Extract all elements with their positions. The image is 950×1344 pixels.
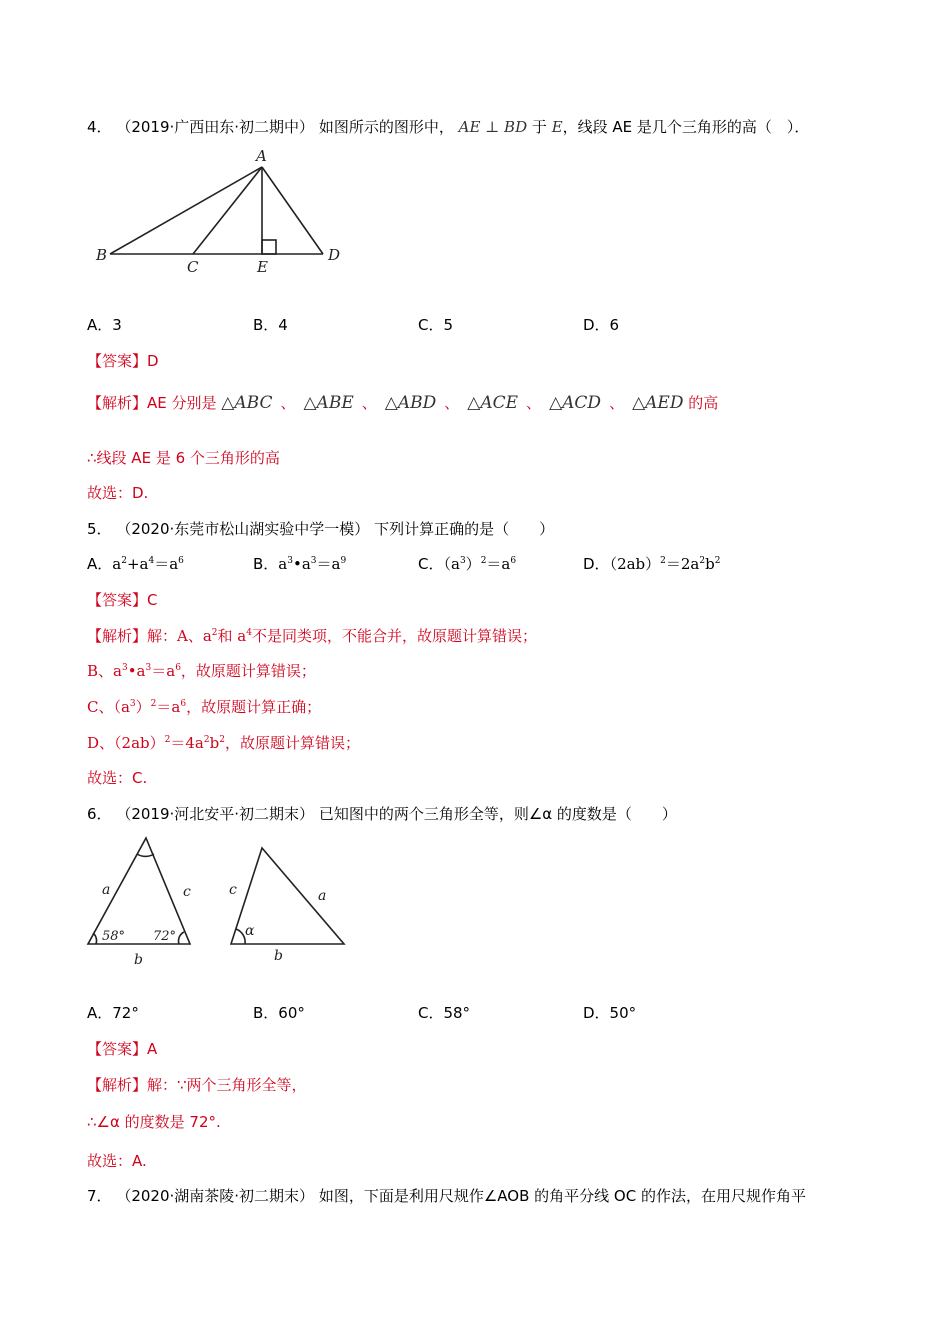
q6-option-d[interactable]: D．50°	[583, 1004, 637, 1022]
q4-analysis	[87, 393, 718, 413]
q4-math: AE ⊥ BD	[458, 118, 528, 136]
q4-point-e: E	[551, 118, 563, 136]
option-label: A．	[87, 555, 113, 573]
q4-triangle-5: △ACD	[549, 393, 602, 413]
q5-stem	[87, 519, 554, 539]
q6-congruent-triangles-figure	[82, 832, 352, 972]
q4-number: 4．	[87, 118, 112, 136]
q6-analysis: 【解析】解：∵两个三角形全等，	[87, 1076, 307, 1094]
q6-option-c[interactable]: C．58°	[418, 1004, 471, 1022]
q4-stem-a: 如图所示的图形中，	[318, 118, 454, 136]
q6-right-b: b	[274, 948, 283, 964]
analysis-text: ，故原题计算错误；	[180, 662, 316, 680]
q6-right-a: a	[318, 888, 327, 904]
q6-answer: 【答案】A	[87, 1040, 158, 1058]
q6-alpha: α	[245, 923, 255, 939]
q5-number: 5．	[87, 520, 112, 538]
q5-source: （2020·东莞市松山湖实验中学一模）	[116, 520, 370, 538]
q7-source: （2020·湖南茶陵·初二期末）	[116, 1187, 315, 1205]
q4-analysis-suffix: 的高	[688, 394, 719, 412]
q5-option-a[interactable]: A．$a^2+a^4=a^6$	[87, 555, 184, 573]
separator: 、	[526, 394, 542, 412]
q4-label-c: C	[187, 258, 199, 276]
q5-answer: 【答案】C	[87, 591, 158, 609]
q4-answer: 【答案】D	[87, 352, 159, 370]
q4-conclusion: ∴线段 AE 是 6 个三角形的高	[87, 449, 280, 467]
q5-choose: 故选：C.	[87, 769, 148, 787]
option-label: C．	[418, 555, 444, 573]
separator: 、	[609, 394, 625, 412]
q7-stem-text: 如图，下面是利用尺规作∠AOB 的角平分线 OC 的作法，在用尺规作角平	[318, 1187, 806, 1205]
q5-analysis-d: D、$(2ab)^2=4a^2b^2$，故原题计算错误；	[87, 734, 360, 752]
q6-option-a[interactable]: A．72°	[87, 1004, 139, 1022]
q6-stem	[87, 804, 677, 824]
separator: 、	[280, 394, 296, 412]
q5-option-b[interactable]: B．$a^3•a^3=a^9$	[253, 555, 347, 573]
q5-stem-text: 下列计算正确的是（ ）	[374, 520, 555, 538]
q6-left-c: c	[183, 884, 191, 900]
q4-triangle-1: △ABC	[221, 393, 273, 413]
q4-analysis-prefix: 【解析】AE 分别是	[87, 394, 217, 412]
q5-option-d[interactable]: D．$(2ab)^2=2a^2b^2$	[583, 555, 721, 573]
q4-stem	[87, 117, 809, 137]
analysis-text: ，故原题计算错误；	[224, 734, 360, 752]
analysis-text: 不是同类项，不能合并，故原题计算错误；	[251, 627, 537, 645]
q4-option-c[interactable]: C．5	[418, 316, 454, 334]
q4-triangle-figure	[90, 143, 350, 278]
q7-number: 7．	[87, 1187, 112, 1205]
q5-analysis-a: 【解析】解：A、$a^2$和 $a^4$不是同类项，不能合并，故原题计算错误；	[87, 627, 537, 645]
q5-analysis-b: B、$a^3•a^3=a^6$，故原题计算错误；	[87, 662, 316, 680]
q4-label-d: D	[328, 246, 341, 264]
q4-triangle-2: △ABE	[303, 393, 354, 413]
q6-left-a: a	[102, 882, 111, 898]
q4-label-a: A	[256, 147, 267, 165]
q6-angle-72: 72°	[153, 929, 177, 944]
q4-stem-b: 于	[531, 118, 547, 136]
q6-option-b[interactable]: B．60°	[253, 1004, 305, 1022]
q6-conclusion: ∴∠α 的度数是 72°.	[87, 1113, 221, 1131]
q5-option-c[interactable]: C．$(a^3)^2=a^6$	[418, 555, 517, 573]
q4-triangle-4: △ACE	[467, 393, 519, 413]
separator: 、	[361, 394, 377, 412]
q6-angle-58: 58°	[102, 929, 126, 944]
analysis-head: 【解析】解：	[87, 627, 178, 645]
q4-triangle-3: △ABD	[384, 393, 437, 413]
q4-choose: 故选：D.	[87, 484, 149, 502]
q6-right-c: c	[229, 882, 237, 898]
q4-label-b: B	[96, 246, 108, 264]
q6-source: （2019·河北安平·初二期末）	[116, 805, 315, 823]
q5-analysis-c: C、$(a^3)^2=a^6$，故原题计算正确；	[87, 698, 322, 716]
q6-number: 6．	[87, 805, 112, 823]
q4-stem-c: ，线段 AE 是几个三角形的高（ ）．	[562, 118, 810, 136]
q4-option-d[interactable]: D．6	[583, 316, 620, 334]
option-label: D．	[583, 555, 610, 573]
analysis-text: ，故原题计算正确；	[186, 698, 322, 716]
q7-stem	[87, 1186, 806, 1206]
q4-source: （2019·广西田东·初二期中）	[116, 118, 315, 136]
q6-choose: 故选：A.	[87, 1152, 147, 1170]
option-label: B．	[253, 555, 279, 573]
q6-left-b: b	[134, 952, 143, 968]
separator: 、	[444, 394, 460, 412]
q4-option-b[interactable]: B．4	[253, 316, 288, 334]
q6-stem-text: 已知图中的两个三角形全等，则∠α 的度数是（ ）	[318, 805, 677, 823]
q4-label-e: E	[257, 258, 268, 276]
q4-option-a[interactable]: A．3	[87, 316, 122, 334]
q4-triangle-6: △AED	[632, 393, 684, 413]
